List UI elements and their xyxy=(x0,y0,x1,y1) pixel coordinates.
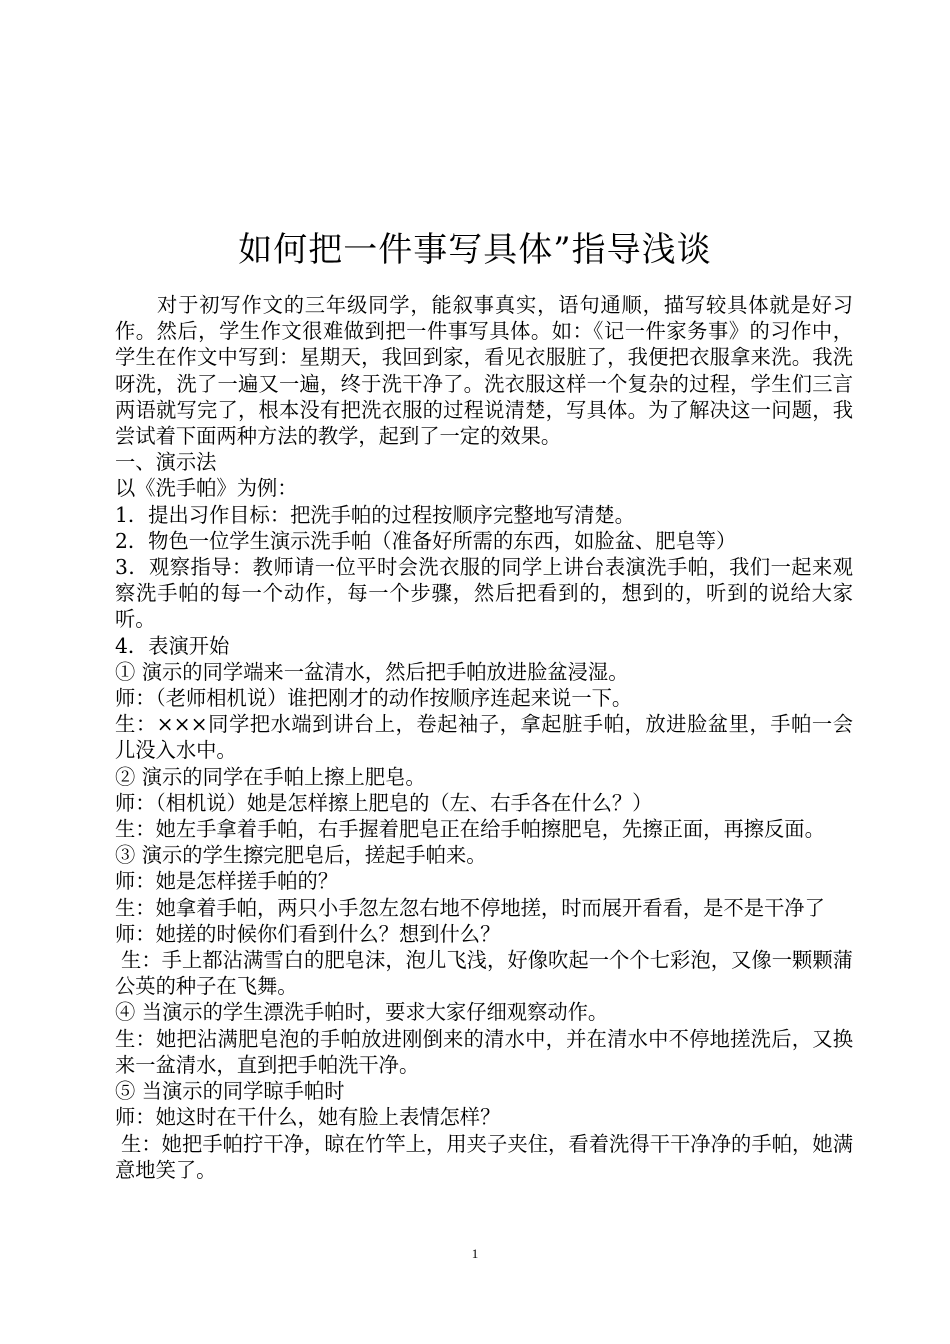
student-line-4: 生：手上都沾满雪白的肥皂沫，泡儿飞浅，好像吹起一个个七彩泡，又像一颗颗蒲公英的种子在飞舞。 xyxy=(115,948,853,999)
example-line: 以《洗手帕》为例： xyxy=(115,476,298,501)
step-2: 2．物色一位学生演示洗手帕（准备好所需的东西，如脸盆、肥皂等） xyxy=(115,528,737,553)
student-line-1: 生：×××同学把水端到讲台上，卷起袖子，拿起脏手帕，放进脸盆里，手帕一会儿没入水中。 xyxy=(115,712,853,763)
section-heading: 一、演示法 xyxy=(115,450,217,475)
student-line-6: 生：她把手帕拧干净，晾在竹竿上，用夹子夹住，看着洗得干干净净的手帕，她满意地笑了。 xyxy=(115,1131,853,1182)
teacher-line-3: 师：她是怎样搓手帕的？ xyxy=(115,869,339,894)
intro-paragraph: 对于初写作文的三年级同学，能叙事真实，语句通顺，描写较具体就是好习作。然后，学生作文很难做到把一件事写具体。如：《记一件家务事》的习作中，学生在作文中写到：星期天，我回到家，看见衣服脏了，我便把衣服拿来洗。我洗呀洗，洗了一遍又一遍，终于洗干净了。洗衣服这样一个复杂的过程，学生们三言两语就写完了，根本没有把洗衣服的过程说清楚，写具体。为了解决这一问题，我尝试着下面两种方法的教学，起到了一定的效果。 xyxy=(115,293,853,449)
step-4: 4．表演开始 xyxy=(115,633,230,658)
page-number: 1 xyxy=(471,1246,479,1261)
demo-4: ④ 当演示的学生漂洗手帕时，要求大家仔细观察动作。 xyxy=(115,1000,609,1025)
document-body xyxy=(115,292,853,1183)
teacher-line-5: 师：她这时在干什么，她有脸上表情怎样？ xyxy=(115,1105,501,1130)
document-title: 如何把一件事写具体”指导浅谈 xyxy=(238,230,712,270)
demo-5: ⑤ 当演示的同学晾手帕时 xyxy=(115,1079,345,1104)
teacher-line-4: 师：她搓的时候你们看到什么？想到什么？ xyxy=(115,921,501,946)
step-1: 1．提出习作目标：把洗手帕的过程按顺序完整地写清楚。 xyxy=(115,502,635,527)
demo-2: ② 演示的同学在手帕上擦上肥皂。 xyxy=(115,764,426,789)
teacher-line-2: 师：（相机说）她是怎样擦上肥皂的（左、右手各在什么？） xyxy=(115,790,653,815)
student-line-2: 生：她左手拿着手帕，右手握着肥皂正在给手帕擦肥皂，先擦正面，再擦反面。 xyxy=(115,817,825,842)
student-line-3: 生：她拿着手帕，两只小手忽左忽右地不停地搓，时而展开看看，是不是干净了 xyxy=(115,895,825,920)
student-line-5: 生：她把沾满肥皂泡的手帕放进刚倒来的清水中，并在清水中不停地搓洗后，又换来一盆清水，直到把手帕洗干净。 xyxy=(115,1026,853,1077)
demo-1: ① 演示的同学端来一盆清水，然后把手帕放进脸盆浸湿。 xyxy=(115,659,629,684)
demo-3: ③ 演示的学生擦完肥皂后，搓起手帕来。 xyxy=(115,843,487,868)
step-3: 3．观察指导：教师请一位平时会洗衣服的同学上讲台表演洗手帕，我们一起来观察洗手帕的每一个动作，每一个步骤，然后把看到的，想到的，听到的说给大家听。 xyxy=(115,555,853,632)
teacher-line-1: 师：（老师相机说）谁把刚才的动作按顺序连起来说一下。 xyxy=(115,686,633,711)
